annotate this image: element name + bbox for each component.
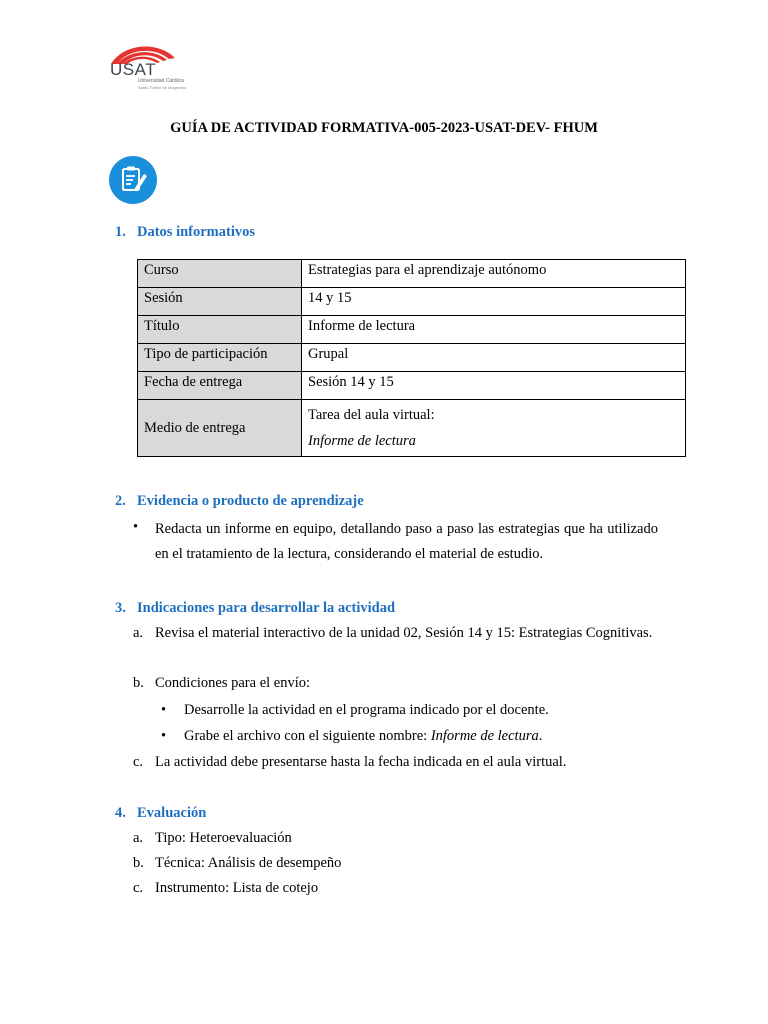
indication-b-bullet-2: Grabe el archivo con el siguiente nombre: Informe de lectura. xyxy=(184,728,543,744)
table-label: Tipo de participación xyxy=(138,344,302,372)
list-marker: a. xyxy=(133,830,144,846)
section-heading-evaluacion: 4. Evaluación xyxy=(115,805,207,821)
evaluation-item: Tipo: Heteroevaluación xyxy=(155,830,292,846)
table-value-italic: Informe de lectura xyxy=(308,433,416,449)
bullet-marker: • xyxy=(133,519,139,535)
info-table xyxy=(137,259,686,457)
logo-subtitle: Universidad Católica xyxy=(138,78,184,84)
indication-a-text: Revisa el material interactivo de la unidad 02, Sesión 14 y 15: Estrategias Cognitivas. xyxy=(155,625,653,641)
logo-subtitle-2: Santo Toribio de Mogrovejo xyxy=(138,85,187,90)
indication-c-text: La actividad debe presentarse hasta la fecha indicada en el aula virtual. xyxy=(155,754,567,770)
logo-text: USAT xyxy=(110,60,157,79)
evaluation-item: Técnica: Análisis de desempeño xyxy=(155,855,342,871)
list-marker: b. xyxy=(133,855,144,871)
table-label: Medio de entrega xyxy=(138,400,302,457)
table-row xyxy=(138,316,686,344)
table-value-line: Tarea del aula virtual: xyxy=(308,407,435,423)
bullet-marker: • xyxy=(161,702,167,718)
table-value xyxy=(302,400,686,457)
table-value: Sesión 14 y 15 xyxy=(302,372,686,400)
indication-b-text: Condiciones para el envío: xyxy=(155,675,311,691)
document-title: GUÍA DE ACTIVIDAD FORMATIVA-005-2023-USAT-DEV- FHUM xyxy=(170,120,598,136)
bullet-marker: • xyxy=(161,728,167,744)
table-label: Sesión xyxy=(138,288,302,316)
list-marker: c. xyxy=(133,880,144,896)
list-marker: a. xyxy=(133,625,144,641)
table-label: Fecha de entrega xyxy=(138,372,302,400)
evidence-text: Redacta un informe en equipo, detallando paso a paso las estrategias que ha utilizado en el tratamiento de la lectura, considerando el material de estudio. xyxy=(155,521,658,562)
table-label: Título xyxy=(138,316,302,344)
clipboard-pencil-icon xyxy=(109,156,157,204)
table-row xyxy=(138,344,686,372)
table-value: 14 y 15 xyxy=(302,288,686,316)
table-row xyxy=(138,400,686,457)
indication-b-bullet-1: Desarrolle la actividad en el programa indicado por el docente. xyxy=(184,702,549,718)
table-value: Grupal xyxy=(302,344,686,372)
table-row xyxy=(138,288,686,316)
table-label: Curso xyxy=(138,260,302,288)
table-value: Informe de lectura xyxy=(302,316,686,344)
table-row xyxy=(138,260,686,288)
section-heading-evidencia: 2. Evidencia o producto de aprendizaje xyxy=(115,493,364,509)
table-value: Estrategias para el aprendizaje autónomo xyxy=(302,260,686,288)
list-marker: b. xyxy=(133,675,144,691)
evaluation-item: Instrumento: Lista de cotejo xyxy=(155,880,319,896)
section-heading-datos: 1. Datos informativos xyxy=(115,224,256,240)
file-name-italic: Informe de lectura xyxy=(430,728,539,744)
table-row xyxy=(138,372,686,400)
list-marker: c. xyxy=(133,754,144,770)
section-heading-indicaciones: 3. Indicaciones para desarrollar la actividad xyxy=(115,600,396,616)
